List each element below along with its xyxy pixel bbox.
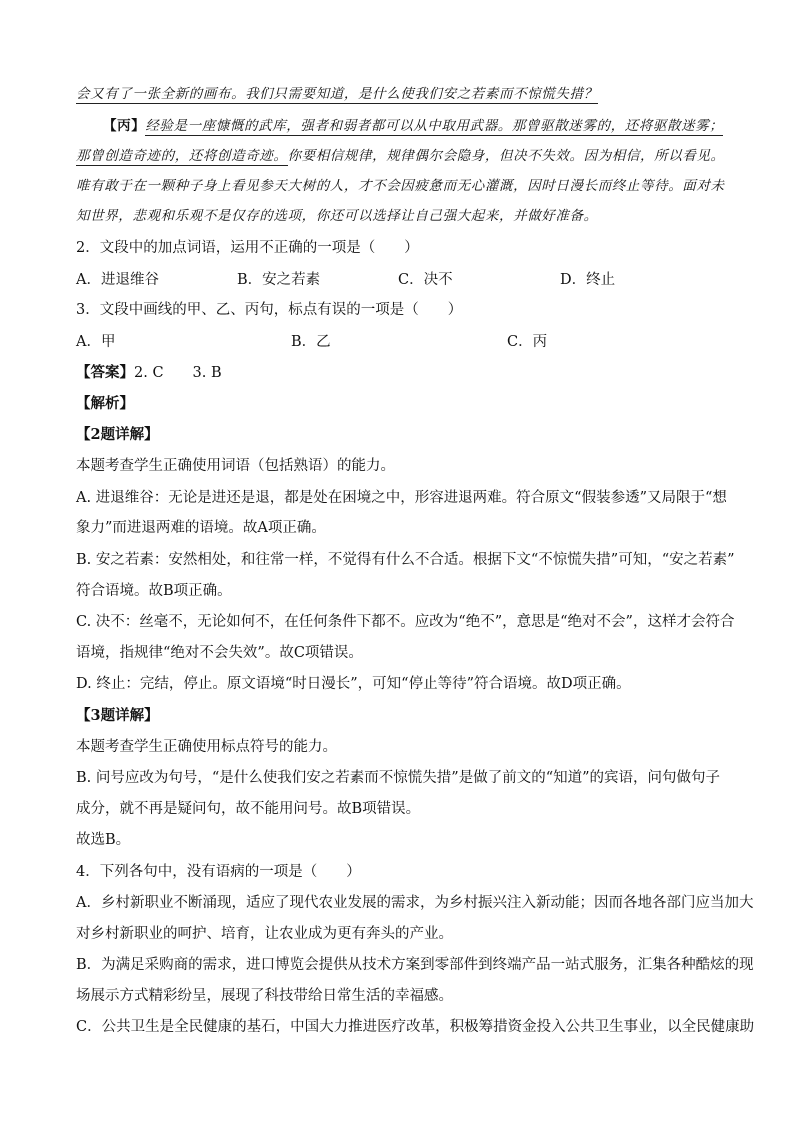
q4-option-a-line1: A．乡村新职业不断涌现，适应了现代农业发展的需求，为乡村振兴注入新动能；因而各地各部门应当加大: [76, 895, 754, 911]
q4-option-c-line1: C．公共卫生是全民健康的基石，中国大力推进医疗改革，积极筹措资金投入公共卫生事业，以全民健康助: [76, 1019, 755, 1035]
passage-line-3-rest: 你要相信规律，规律偶尔会隐身，但决不失效。因为相信，所以看见。: [287, 148, 725, 164]
q3-option-b: B．乙: [291, 334, 331, 350]
answer-label: 【答案】: [76, 364, 134, 381]
q4-option-b-line1: B．为满足采购商的需求，进口博览会提供从技术方案到零部件到终端产品一站式服务，汇集各种酷炫的现: [76, 957, 754, 973]
q2-option-a: A．进退维谷: [76, 272, 159, 288]
q2-detail-b-line2: 符合语境。故B项正确。: [76, 583, 232, 599]
q2-detail-heading: 【2题详解】: [76, 426, 159, 443]
analysis-label: 【解析】: [76, 395, 134, 412]
q3-detail-heading: 【3题详解】: [76, 707, 159, 724]
passage-bing-line: [103, 116, 723, 136]
answer-line: [76, 363, 222, 383]
bing-label: 【丙】: [103, 118, 146, 134]
question-3-stem: 3．文段中画线的甲、乙、丙句，标点有误的一项是（ ）: [76, 302, 463, 318]
q2-detail-intro: 本题考查学生正确使用词语（包括熟语）的能力。: [76, 458, 395, 474]
q3-detail-intro: 本题考查学生正确使用标点符号的能力。: [76, 739, 337, 755]
q3-detail-final: 故选B。: [76, 832, 131, 848]
q3-detail-b-line2: 成分，就不再是疑问句，故不能用问号。故B项错误。: [76, 801, 421, 817]
q2-detail-a-line1: A. 进退维谷：无论是进还是退，都是处在困境之中，形容进退两难。符合原文“假装参透”又局限于“想: [76, 490, 727, 506]
bing-underlined-sentence: 经验是一座慷慨的武库，强者和弱者都可以从中取用武器。那曾驱散迷雾的，还将驱散迷雾；: [145, 118, 724, 134]
q2-detail-d-line1: D. 终止：完结，停止。原文语境“时日漫长”，可知“停止等待”符合语境。故D项正确。: [76, 676, 631, 692]
passage-line-3: [76, 146, 725, 166]
q3-option-c: C．丙: [507, 334, 548, 350]
answer-text: 2. C 3. B: [134, 365, 222, 381]
passage-line-1-text: 会又有了一张全新的画布。我们只需要知道，是什么使我们安之若素而不惊慌失措？: [76, 86, 598, 102]
q2-detail-c-line2: 语境，指规律“绝对不会失效”。故C项错误。: [76, 645, 363, 661]
q3-detail-b-line1: B. 问号应改为句号，“是什么使我们安之若素而不惊慌失措”是做了前文的“知道”的宾语，问句做句子: [76, 770, 721, 786]
q4-option-a-line2: 对乡村新职业的呵护、培育，让农业成为更有奔头的产业。: [76, 926, 453, 942]
passage-line-4: 唯有敢于在一颗种子身上看见参天大树的人，才不会因疲惫而无心灌溉，因时日漫长而终止等待。面对未: [76, 178, 725, 194]
q2-detail-a-line2: 象力”而进退两难的语境。故A项正确。: [76, 520, 326, 536]
q3-option-a: A．甲: [76, 334, 116, 350]
q2-detail-c-line1: C. 决不：丝毫不，无论如何不，在任何条件下都不。应改为“绝不”，意思是“绝对不会”，这样才会符合: [76, 614, 735, 630]
q2-detail-b-line1: B. 安之若素：安然相处，和往常一样，不觉得有什么不合适。根据下文“不惊慌失措”可知，“安之若素”: [76, 552, 735, 568]
question-2-stem: 2．文段中的加点词语，运用不正确的一项是（ ）: [76, 240, 419, 256]
passage-line-5: 知世界，悲观和乐观不是仅存的选项，你还可以选择让自己强大起来，并做好准备。: [76, 208, 598, 224]
passage-line-1: [76, 84, 598, 104]
question-4-stem: 4．下列各句中，没有语病的一项是（ ）: [76, 864, 361, 880]
q2-option-b: B．安之若素: [237, 272, 321, 288]
q2-option-d: D．终止: [560, 272, 616, 288]
passage-line-3-underlined: 那曾创造奇迹的，还将创造奇迹。: [76, 148, 288, 164]
q4-option-b-line2: 场展示方式精彩纷呈，展现了科技带给日常生活的幸福感。: [76, 988, 453, 1004]
q2-option-c: C．决不: [398, 272, 453, 288]
